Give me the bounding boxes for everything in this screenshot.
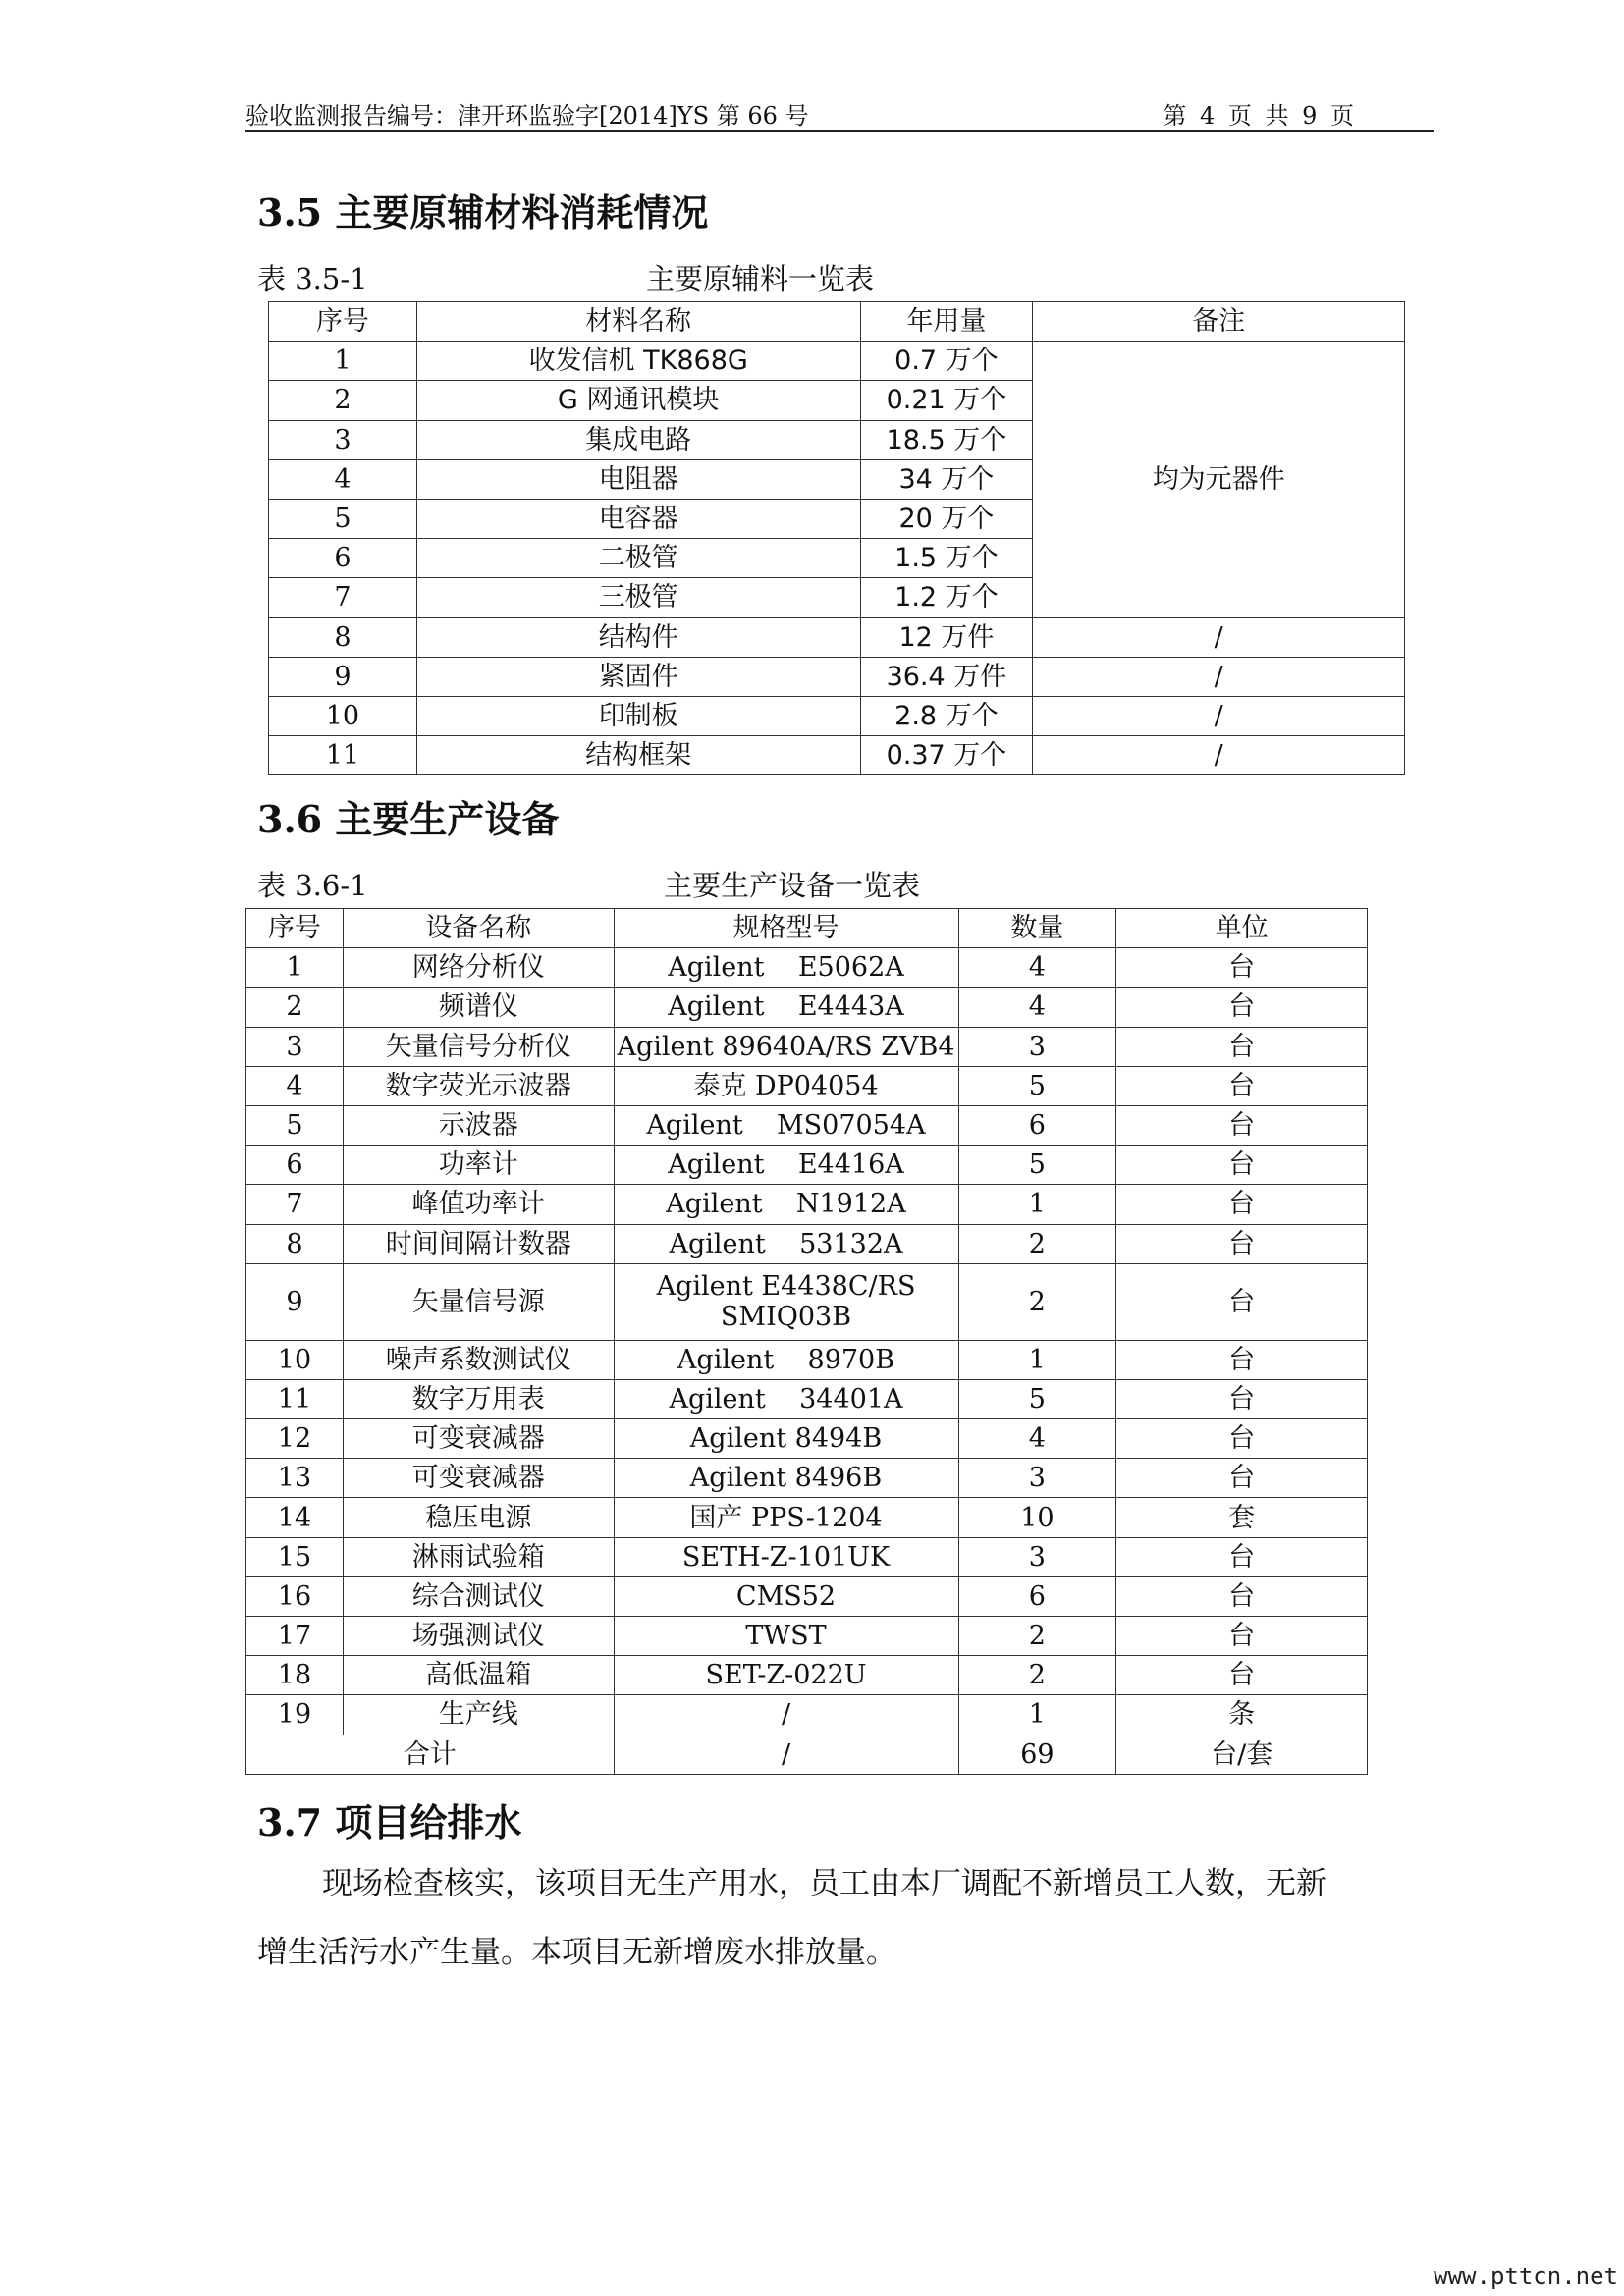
table-3-6-1-caption <box>257 864 1416 904</box>
model: / <box>614 1695 958 1735</box>
row-number: 2 <box>246 988 344 1027</box>
unit: 台 <box>1116 1146 1368 1185</box>
quantity: 3 <box>958 1537 1116 1576</box>
row-number: 7 <box>269 578 417 617</box>
quantity: 5 <box>958 1379 1116 1418</box>
row-number: 19 <box>246 1695 344 1735</box>
model: SETH-Z-101UK <box>614 1537 958 1576</box>
model: TWST <box>614 1617 958 1656</box>
merged-note: 均为元器件 <box>1033 342 1405 617</box>
total-row <box>246 1735 1368 1774</box>
annual-usage: 12 万件 <box>860 617 1033 657</box>
model: SET-Z-022U <box>614 1656 958 1695</box>
table-row <box>246 1146 1368 1185</box>
table-row <box>269 657 1405 696</box>
equipment-name: 时间间隔计数器 <box>343 1224 614 1263</box>
model: Agilent 8494B <box>614 1419 958 1459</box>
equipment-name: 矢量信号分析仪 <box>343 1027 614 1066</box>
equipment-name: 高低温箱 <box>343 1656 614 1695</box>
model: Agilent E4443A <box>614 988 958 1027</box>
paragraph-line: 现场检查核实，该项目无生产用水，员工由本厂调配不新增员工人数，无新 <box>322 1866 1326 1901</box>
column-header: 材料名称 <box>416 302 860 342</box>
raw-materials-table <box>268 301 1405 775</box>
material-name: 结构框架 <box>416 736 860 775</box>
material-name: 三极管 <box>416 578 860 617</box>
material-name: 电阻器 <box>416 459 860 499</box>
table-label: 表 3.5-1 <box>257 262 368 295</box>
material-name: G 网通讯模块 <box>416 381 860 420</box>
note: / <box>1033 657 1405 696</box>
model: 国产 PPS-1204 <box>614 1498 958 1537</box>
total-count: 69 <box>958 1735 1116 1774</box>
quantity: 2 <box>958 1224 1116 1263</box>
table-row <box>246 1105 1368 1145</box>
quantity: 1 <box>958 1695 1116 1735</box>
unit: 台 <box>1116 1185 1368 1224</box>
equipment-name: 数字万用表 <box>343 1379 614 1418</box>
annual-usage: 34 万个 <box>860 459 1033 499</box>
equipment-name: 示波器 <box>343 1105 614 1145</box>
total-model: / <box>614 1735 958 1774</box>
equipment-name: 稳压电源 <box>343 1498 614 1537</box>
quantity: 10 <box>958 1498 1116 1537</box>
material-name: 二极管 <box>416 539 860 578</box>
note: / <box>1033 617 1405 657</box>
model-line: Agilent E4438C/RS <box>656 1271 916 1303</box>
paragraph-line: 增生活污水产生量。本项目无新增废水排放量。 <box>257 1935 896 1970</box>
table-row <box>246 1537 1368 1576</box>
table-row <box>269 617 1405 657</box>
annual-usage: 0.7 万个 <box>860 342 1033 381</box>
row-number: 11 <box>246 1379 344 1418</box>
table-3-5-1-caption <box>257 257 1416 297</box>
model: Agilent 34401A <box>614 1379 958 1418</box>
row-number: 1 <box>269 342 417 381</box>
quantity: 1 <box>958 1185 1116 1224</box>
model-cell <box>614 1263 958 1340</box>
quantity: 2 <box>958 1656 1116 1695</box>
table-row <box>269 696 1405 735</box>
quantity: 1 <box>958 1340 1116 1379</box>
row-number: 7 <box>246 1185 344 1224</box>
annual-usage: 1.5 万个 <box>860 539 1033 578</box>
material-name: 集成电路 <box>416 420 860 459</box>
model: Agilent 8496B <box>614 1459 958 1498</box>
equipment-name: 生产线 <box>343 1695 614 1735</box>
table-row <box>269 736 1405 775</box>
material-name: 电容器 <box>416 499 860 538</box>
unit: 台 <box>1116 1459 1368 1498</box>
unit: 台 <box>1116 1576 1368 1616</box>
unit: 条 <box>1116 1695 1368 1735</box>
table-row <box>246 1263 1368 1340</box>
quantity: 4 <box>958 988 1116 1027</box>
model: Agilent E5062A <box>614 948 958 988</box>
row-number: 10 <box>246 1340 344 1379</box>
quantity: 3 <box>958 1459 1116 1498</box>
quantity: 2 <box>958 1617 1116 1656</box>
annual-usage: 36.4 万件 <box>860 657 1033 696</box>
equipment-name: 淋雨试验箱 <box>343 1537 614 1576</box>
equipment-name: 网络分析仪 <box>343 948 614 988</box>
equipment-name: 矢量信号源 <box>343 1263 614 1340</box>
row-number: 6 <box>246 1146 344 1185</box>
table-row <box>246 1224 1368 1263</box>
row-number: 3 <box>246 1027 344 1066</box>
row-number: 18 <box>246 1656 344 1695</box>
annual-usage: 1.2 万个 <box>860 578 1033 617</box>
note: / <box>1033 696 1405 735</box>
unit: 台 <box>1116 1263 1368 1340</box>
unit: 台 <box>1116 1340 1368 1379</box>
model: Agilent 53132A <box>614 1224 958 1263</box>
material-name: 紧固件 <box>416 657 860 696</box>
table-row <box>246 1340 1368 1379</box>
quantity: 2 <box>958 1263 1116 1340</box>
page-header <box>245 96 1434 132</box>
row-number: 5 <box>269 499 417 538</box>
row-number: 3 <box>269 420 417 459</box>
row-number: 15 <box>246 1537 344 1576</box>
quantity: 6 <box>958 1576 1116 1616</box>
material-name: 印制板 <box>416 696 860 735</box>
quantity: 6 <box>958 1105 1116 1145</box>
section-3-7-title: 3.7 项目给排水 <box>257 1800 522 1844</box>
table-header-row <box>246 909 1368 948</box>
equipment-name: 数字荧光示波器 <box>343 1066 614 1105</box>
row-number: 12 <box>246 1419 344 1459</box>
row-number: 11 <box>269 736 417 775</box>
unit: 台 <box>1116 1656 1368 1695</box>
table-row <box>246 948 1368 988</box>
annual-usage: 0.21 万个 <box>860 381 1033 420</box>
unit: 台 <box>1116 1224 1368 1263</box>
table-row <box>246 1576 1368 1616</box>
material-name: 结构件 <box>416 617 860 657</box>
table-row <box>246 1419 1368 1459</box>
watermark: www.pttcn.net <box>1434 2263 1618 2290</box>
row-number: 4 <box>246 1066 344 1105</box>
row-number: 4 <box>269 459 417 499</box>
column-header: 序号 <box>269 302 417 342</box>
table-title: 主要原辅料一览表 <box>646 262 875 295</box>
equipment-name: 综合测试仪 <box>343 1576 614 1616</box>
row-number: 6 <box>269 539 417 578</box>
row-number: 9 <box>269 657 417 696</box>
row-number: 17 <box>246 1617 344 1656</box>
row-number: 13 <box>246 1459 344 1498</box>
page-number: 第 4 页 共 9 页 <box>1163 102 1357 130</box>
water-paragraph <box>257 1849 1416 1987</box>
column-header: 备注 <box>1033 302 1405 342</box>
unit: 台 <box>1116 1066 1368 1105</box>
unit: 台 <box>1116 1105 1368 1145</box>
section-3-5-title: 3.5 主要原辅材料消耗情况 <box>257 190 709 235</box>
table-label: 表 3.6-1 <box>257 869 368 902</box>
column-header: 年用量 <box>860 302 1033 342</box>
unit: 台 <box>1116 948 1368 988</box>
model: Agilent 89640A/RS ZVB4 <box>614 1027 958 1066</box>
row-number: 9 <box>246 1263 344 1340</box>
row-number: 8 <box>269 617 417 657</box>
quantity: 4 <box>958 1419 1116 1459</box>
table-row <box>246 1066 1368 1105</box>
annual-usage: 2.8 万个 <box>860 696 1033 735</box>
model: 泰克 DP04054 <box>614 1066 958 1105</box>
equipment-name: 功率计 <box>343 1146 614 1185</box>
column-header: 规格型号 <box>614 909 958 948</box>
row-number: 1 <box>246 948 344 988</box>
model: Agilent N1912A <box>614 1185 958 1224</box>
model: Agilent MS07054A <box>614 1105 958 1145</box>
table-row <box>246 1498 1368 1537</box>
annual-usage: 20 万个 <box>860 499 1033 538</box>
report-number: 验收监测报告编号：津开环监验字[2014]YS 第 66 号 <box>245 102 809 130</box>
column-header: 单位 <box>1116 909 1368 948</box>
model: CMS52 <box>614 1576 958 1616</box>
equipment-name: 峰值功率计 <box>343 1185 614 1224</box>
table-row <box>246 1027 1368 1066</box>
model: Agilent E4416A <box>614 1146 958 1185</box>
equipment-name: 可变衰减器 <box>343 1459 614 1498</box>
material-name: 收发信机 TK868G <box>416 342 860 381</box>
unit: 台 <box>1116 1617 1368 1656</box>
equipment-name: 可变衰减器 <box>343 1419 614 1459</box>
row-number: 14 <box>246 1498 344 1537</box>
table-row <box>269 342 1405 381</box>
column-header: 数量 <box>958 909 1116 948</box>
table-row <box>246 1185 1368 1224</box>
unit: 台 <box>1116 1027 1368 1066</box>
table-row <box>246 1617 1368 1656</box>
table-row <box>246 988 1368 1027</box>
note: / <box>1033 736 1405 775</box>
unit: 套 <box>1116 1498 1368 1537</box>
quantity: 4 <box>958 948 1116 988</box>
table-row <box>246 1695 1368 1735</box>
quantity: 5 <box>958 1066 1116 1105</box>
annual-usage: 18.5 万个 <box>860 420 1033 459</box>
row-number: 10 <box>269 696 417 735</box>
equipment-table <box>245 908 1368 1775</box>
column-header: 设备名称 <box>343 909 614 948</box>
unit: 台 <box>1116 988 1368 1027</box>
quantity: 5 <box>958 1146 1116 1185</box>
table-row <box>246 1656 1368 1695</box>
unit: 台 <box>1116 1379 1368 1418</box>
unit: 台 <box>1116 1419 1368 1459</box>
unit: 台 <box>1116 1537 1368 1576</box>
table-title: 主要生产设备一览表 <box>664 869 921 902</box>
annual-usage: 0.37 万个 <box>860 736 1033 775</box>
model-line: SMIQ03B <box>720 1302 852 1333</box>
table-header-row <box>269 302 1405 342</box>
table-row <box>246 1459 1368 1498</box>
row-number: 5 <box>246 1105 344 1145</box>
row-number: 8 <box>246 1224 344 1263</box>
column-header: 序号 <box>246 909 344 948</box>
total-unit: 台/套 <box>1116 1735 1368 1774</box>
equipment-name: 场强测试仪 <box>343 1617 614 1656</box>
table-row <box>246 1379 1368 1418</box>
model: Agilent 8970B <box>614 1340 958 1379</box>
equipment-name: 频谱仪 <box>343 988 614 1027</box>
row-number: 16 <box>246 1576 344 1616</box>
equipment-name: 噪声系数测试仪 <box>343 1340 614 1379</box>
total-label: 合计 <box>246 1735 615 1774</box>
row-number: 2 <box>269 381 417 420</box>
quantity: 3 <box>958 1027 1116 1066</box>
section-3-6-title: 3.6 主要生产设备 <box>257 797 560 841</box>
